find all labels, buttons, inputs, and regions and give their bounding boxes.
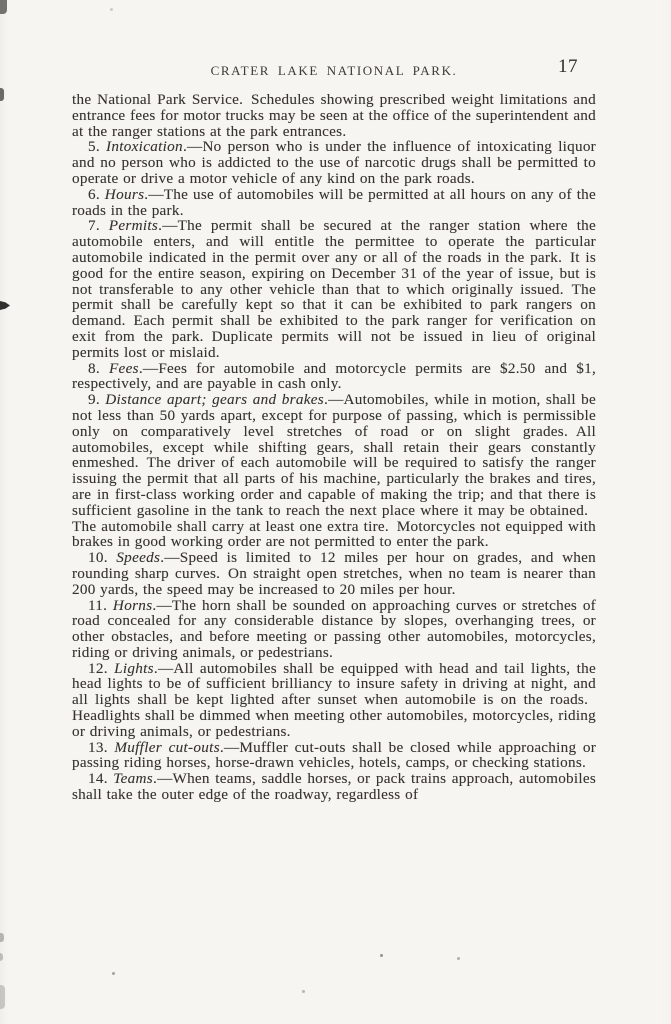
section-number: 7.	[88, 217, 109, 235]
section-number: 13.	[88, 738, 115, 756]
scan-artifact	[110, 8, 113, 11]
paragraph: 6. Hours.—The use of automobiles will be permitted at all hours on any of the roads in the park.	[72, 185, 597, 219]
section-title: Distance apart; gears and brakes	[105, 391, 325, 409]
running-header-title: CRATER LAKE NATIONAL PARK.	[210, 63, 458, 78]
scan-artifact	[0, 0, 7, 14]
scan-artifact	[0, 933, 4, 942]
scan-artifact	[0, 985, 5, 1009]
section-number: 11.	[88, 596, 113, 614]
paragraph: 5. Intoxication.—No person who is under the influence of intoxicating liquor and no person who is addicted to the use of narcotic drugs shall be permitted to operate or drive a motor vehicle of any kind on the park roads.	[72, 138, 596, 187]
section-title: Horns	[112, 596, 153, 614]
section-number: 9.	[88, 391, 106, 409]
page-number: 17	[558, 56, 578, 77]
paragraph: the National Park Service. Schedules showing prescribed weight limitations and entrance fees for motor trucks may be seen at the office of the superintendent and at the ranger stations at the park entrances.	[72, 91, 596, 140]
section-number: 8.	[88, 359, 109, 377]
section-number: 6.	[88, 185, 105, 203]
page-header	[72, 56, 596, 84]
paragraph: 13. Muffler cut-outs.—Muffler cut-outs shall be closed while approaching or passing riding horses, horse-drawn vehicles, hotels, camps, or checking stations.	[72, 738, 597, 772]
section-title: Lights	[114, 659, 154, 677]
section-title: Hours	[104, 185, 145, 203]
paragraph: 8. Fees.—Fees for automobile and motorcycle permits are $2.50 and $1, respectively, and are payable in cash only.	[72, 359, 596, 393]
scan-artifact	[302, 990, 305, 993]
paragraph: 10. Speeds.—Speed is limited to 12 miles per hour on grades, and when rounding sharp curves. On straight open stretches, when no team is nearer than 200 yards, the speed may be increased to 20 miles per hour.	[72, 549, 596, 598]
scan-artifact	[457, 957, 460, 960]
section-number: 12.	[88, 659, 115, 677]
section-number: 10.	[88, 549, 117, 567]
scan-artifact	[0, 88, 4, 101]
section-title: Fees	[108, 359, 139, 377]
scan-artifact	[380, 954, 383, 957]
body-text	[72, 92, 596, 803]
paragraph: 9. Distance apart; gears and brakes.—Automobiles, while in motion, shall be not less than 50 yards apart, except for purpose of passing, which is permissible only on comparatively level stretches of road or on slight grades. All automobiles, except while shifting gears, shall retain their gears constantly enmeshed. The driver of each automobile will be required to satisfy the ranger issuing the permit that all parts of his machine, particularly the brakes and tires, are in first-class working order and capable of making the trip; and that there is sufficient gasoline in the tank to reach the next place where it may be obtained. The automobile shall carry at least one extra tire. Motorcycles not equipped with brakes in good working order are not permitted to enter the park.	[72, 391, 596, 551]
scan-artifact	[0, 953, 3, 961]
section-title: Intoxication	[105, 138, 183, 156]
scan-artifact	[112, 972, 115, 975]
paragraph: 7. Permits.—The permit shall be secured at the ranger station where the automobile enters, and will entitle the permittee to operate the particular automobile indicated in the permit over any or all of the roads in the park. It is good for the entire season, expiring on December 31 of the year of issue, but is not transferable to any other vehicle than that to which originally issued. The permit shall be carefully kept so that it can be exhibited to park rangers on demand. Each permit shall be exhibited to the park ranger for verification on exit from the park. Duplicate permits will not be issued in lieu of original permits lost or mislaid.	[72, 217, 596, 361]
section-title: Permits	[108, 217, 159, 235]
paragraph: 11. Horns.—The horn shall be sounded on approaching curves or stretches of road concealed for any considerable distance by slopes, overhanging trees, or other obstacles, and before meeting or passing other automobiles, motorcycles, riding or driving animals, or pedestrians.	[72, 596, 596, 661]
scan-artifact	[0, 301, 10, 310]
section-number: 14.	[88, 770, 114, 788]
section-title: Muffler cut-outs	[114, 738, 220, 756]
section-number: 5.	[88, 138, 106, 156]
section-title: Teams	[113, 770, 154, 788]
paragraph: 12. Lights.—All automobiles shall be equipped with head and tail lights, the head lights to be of sufficient brilliancy to insure safety in driving at night, and all lights shall be kept lighted after sunset when automobile is on the roads. Headlights shall be dimmed when meeting other automobiles, motorcycles, riding or driving animals, or pedestrians.	[72, 659, 596, 740]
paragraph: 14. Teams.—When teams, saddle horses, or pack trains approach, automobiles shall take the outer edge of the roadway, regardless of	[72, 770, 596, 804]
section-title: Speeds	[116, 549, 161, 567]
